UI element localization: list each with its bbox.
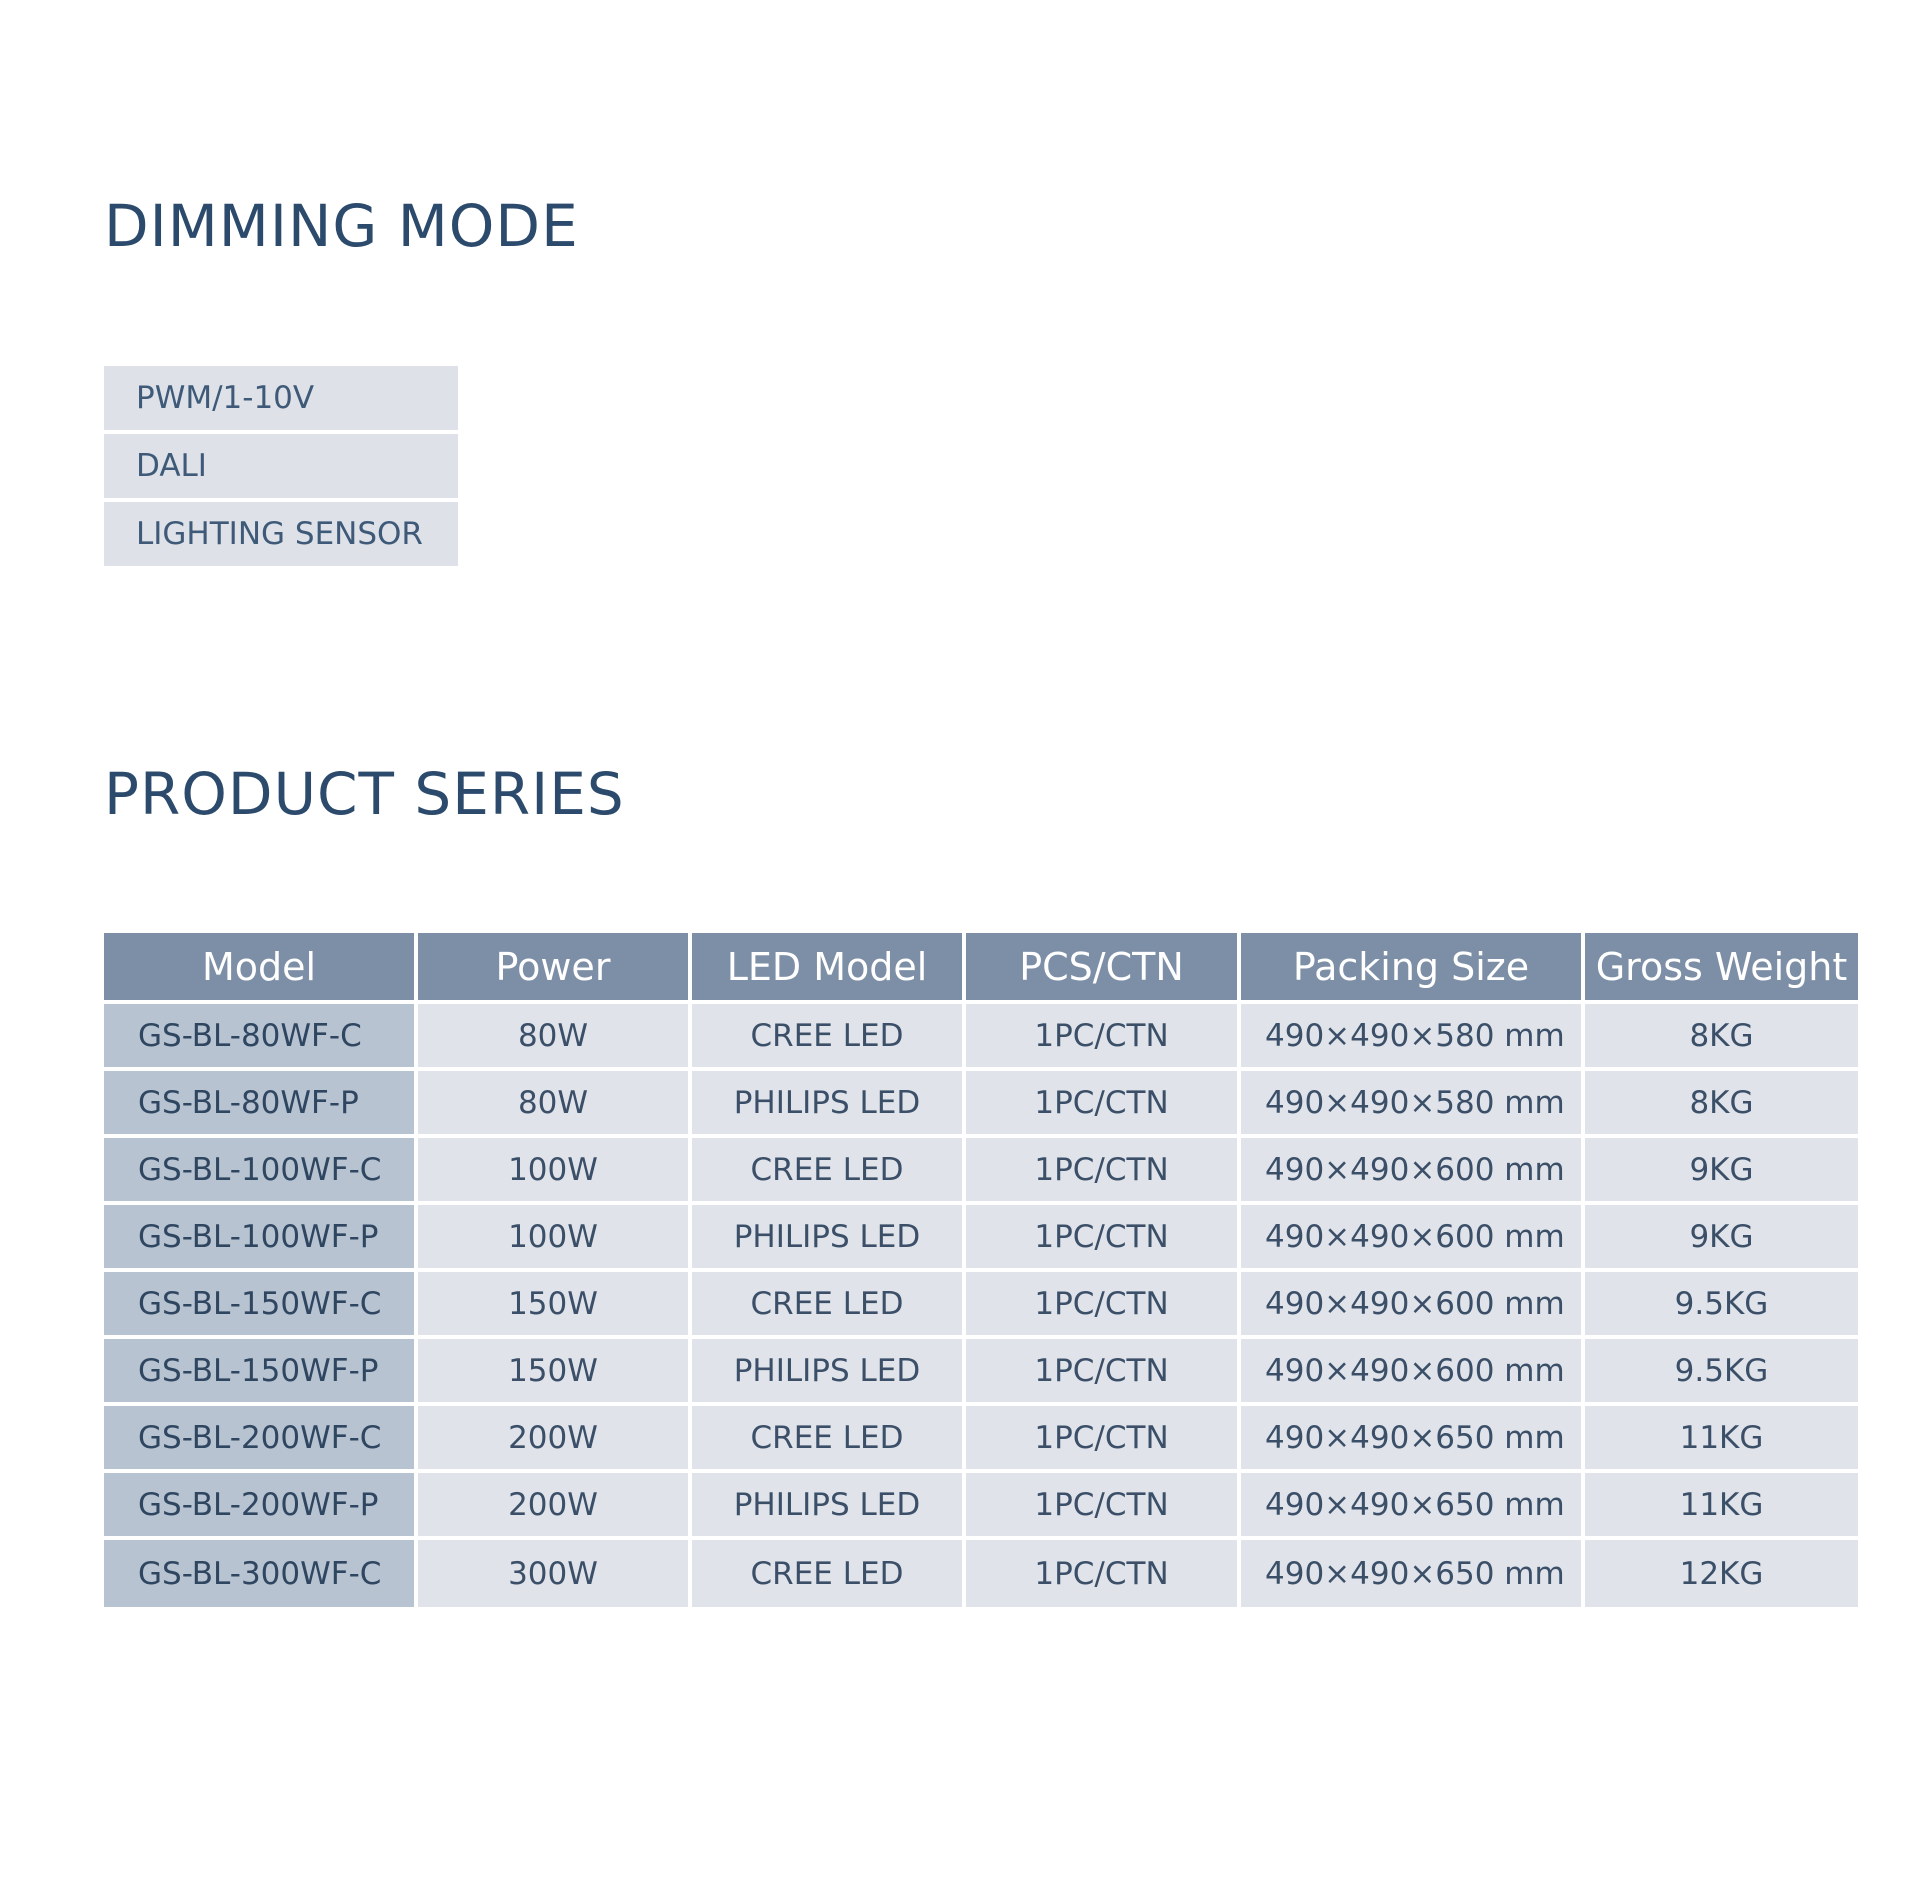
gross-weight-cell: 11KG xyxy=(1585,1473,1858,1540)
table-row xyxy=(104,1272,1858,1339)
model-cell: GS-BL-100WF-C xyxy=(104,1138,418,1205)
table-row xyxy=(104,1540,1858,1607)
pcs-ctn-cell: 1PC/CTN xyxy=(966,1339,1241,1406)
power-cell: 300W xyxy=(418,1540,692,1607)
gross-weight-cell: 8KG xyxy=(1585,1004,1858,1071)
model-cell: GS-BL-150WF-P xyxy=(104,1339,418,1406)
pcs-ctn-cell: 1PC/CTN xyxy=(966,1138,1241,1205)
packing-size-cell: 490×490×600 mm xyxy=(1241,1339,1585,1406)
led-model-cell: CREE LED xyxy=(692,1540,966,1607)
led-model-cell: CREE LED xyxy=(692,1004,966,1071)
model-cell: GS-BL-200WF-C xyxy=(104,1406,418,1473)
column-header-power: Power xyxy=(418,933,692,1004)
column-header-model: Model xyxy=(104,933,418,1004)
dimming-mode-item: PWM/1-10V xyxy=(104,366,458,430)
led-model-cell: CREE LED xyxy=(692,1406,966,1473)
pcs-ctn-cell: 1PC/CTN xyxy=(966,1540,1241,1607)
model-cell: GS-BL-80WF-P xyxy=(104,1071,418,1138)
packing-size-cell: 490×490×580 mm xyxy=(1241,1004,1585,1071)
column-header-pcs-ctn: PCS/CTN xyxy=(966,933,1241,1004)
product-series-table xyxy=(104,933,1858,1607)
led-model-cell: PHILIPS LED xyxy=(692,1339,966,1406)
column-header-packing-size: Packing Size xyxy=(1241,933,1585,1004)
dimming-mode-title: DIMMING MODE xyxy=(104,192,579,260)
power-cell: 100W xyxy=(418,1138,692,1205)
power-cell: 100W xyxy=(418,1205,692,1272)
table-header-row xyxy=(104,933,1858,1004)
gross-weight-cell: 12KG xyxy=(1585,1540,1858,1607)
pcs-ctn-cell: 1PC/CTN xyxy=(966,1205,1241,1272)
led-model-cell: PHILIPS LED xyxy=(692,1205,966,1272)
power-cell: 200W xyxy=(418,1406,692,1473)
table-row xyxy=(104,1473,1858,1540)
column-header-gross-weight: Gross Weight xyxy=(1585,933,1858,1004)
gross-weight-cell: 8KG xyxy=(1585,1071,1858,1138)
power-cell: 150W xyxy=(418,1272,692,1339)
led-model-cell: CREE LED xyxy=(692,1272,966,1339)
led-model-cell: CREE LED xyxy=(692,1138,966,1205)
product-series-title: PRODUCT SERIES xyxy=(104,760,625,828)
gross-weight-cell: 9.5KG xyxy=(1585,1272,1858,1339)
table-row xyxy=(104,1205,1858,1272)
model-cell: GS-BL-300WF-C xyxy=(104,1540,418,1607)
pcs-ctn-cell: 1PC/CTN xyxy=(966,1272,1241,1339)
dimming-mode-item: DALI xyxy=(104,434,458,498)
table-row xyxy=(104,1138,1858,1205)
table-row xyxy=(104,1004,1858,1071)
power-cell: 150W xyxy=(418,1339,692,1406)
packing-size-cell: 490×490×600 mm xyxy=(1241,1205,1585,1272)
led-model-cell: PHILIPS LED xyxy=(692,1473,966,1540)
gross-weight-cell: 11KG xyxy=(1585,1406,1858,1473)
column-header-led-model: LED Model xyxy=(692,933,966,1004)
gross-weight-cell: 9KG xyxy=(1585,1205,1858,1272)
pcs-ctn-cell: 1PC/CTN xyxy=(966,1473,1241,1540)
packing-size-cell: 490×490×650 mm xyxy=(1241,1473,1585,1540)
table-row xyxy=(104,1339,1858,1406)
packing-size-cell: 490×490×600 mm xyxy=(1241,1138,1585,1205)
model-cell: GS-BL-100WF-P xyxy=(104,1205,418,1272)
gross-weight-cell: 9KG xyxy=(1585,1138,1858,1205)
dimming-mode-list xyxy=(104,366,458,570)
model-cell: GS-BL-80WF-C xyxy=(104,1004,418,1071)
led-model-cell: PHILIPS LED xyxy=(692,1071,966,1138)
model-cell: GS-BL-150WF-C xyxy=(104,1272,418,1339)
packing-size-cell: 490×490×650 mm xyxy=(1241,1540,1585,1607)
pcs-ctn-cell: 1PC/CTN xyxy=(966,1071,1241,1138)
packing-size-cell: 490×490×580 mm xyxy=(1241,1071,1585,1138)
power-cell: 80W xyxy=(418,1004,692,1071)
gross-weight-cell: 9.5KG xyxy=(1585,1339,1858,1406)
power-cell: 80W xyxy=(418,1071,692,1138)
table-row xyxy=(104,1406,1858,1473)
dimming-mode-item: LIGHTING SENSOR xyxy=(104,502,458,566)
model-cell: GS-BL-200WF-P xyxy=(104,1473,418,1540)
packing-size-cell: 490×490×600 mm xyxy=(1241,1272,1585,1339)
packing-size-cell: 490×490×650 mm xyxy=(1241,1406,1585,1473)
table-row xyxy=(104,1071,1858,1138)
pcs-ctn-cell: 1PC/CTN xyxy=(966,1406,1241,1473)
power-cell: 200W xyxy=(418,1473,692,1540)
pcs-ctn-cell: 1PC/CTN xyxy=(966,1004,1241,1071)
